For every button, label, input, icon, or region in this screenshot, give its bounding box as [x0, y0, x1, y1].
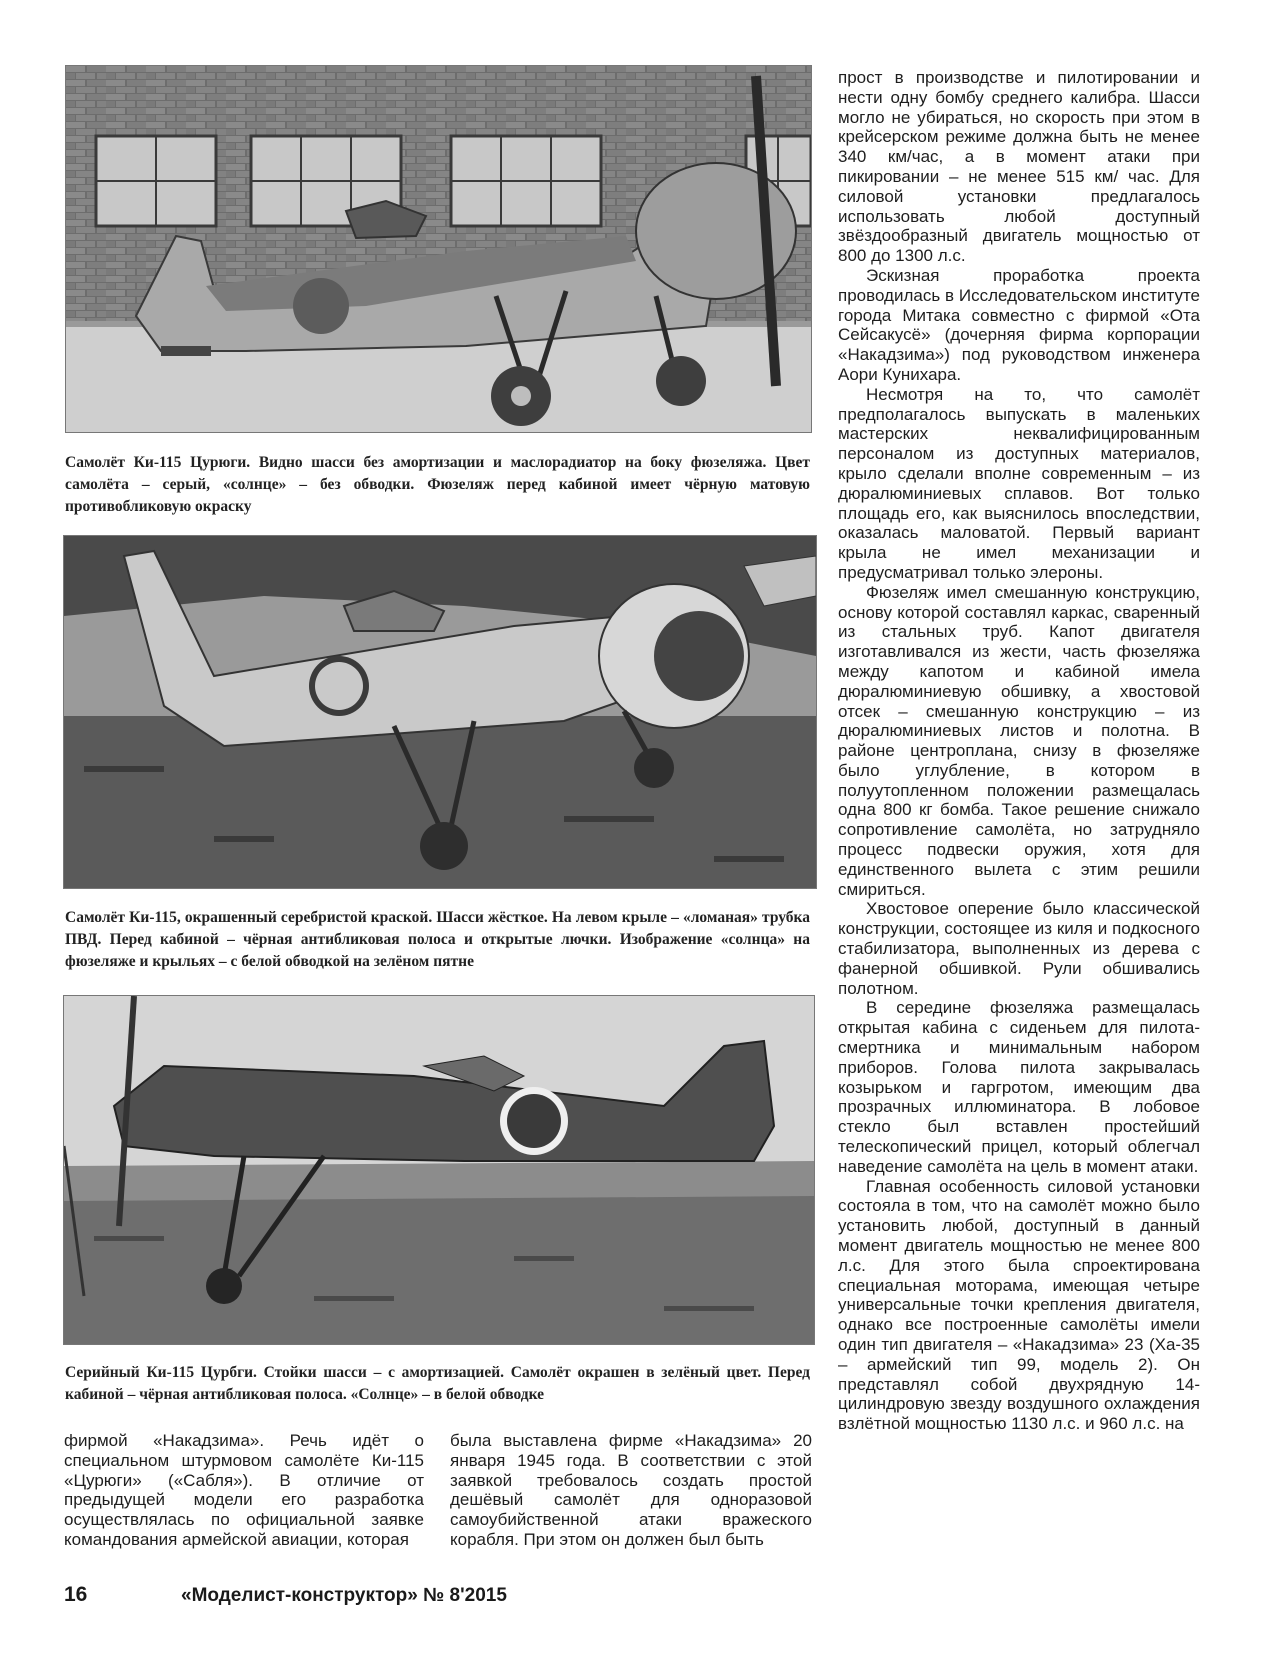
photo-ki115-green-caption: Серийный Ки-115 Цурбги. Стойки шасси – с амортизацией. Самолёт окрашен в зелёный цвет. Перед кабиной – чёрная антибликовая полоса. «Солнце» – в белой обводке — [65, 1364, 810, 1403]
right-text-column — [838, 68, 1200, 1434]
right-paragraph-3: Несмотря на то, что самолёт предполагалось выпускать в маленьких мастерских неквалифицированным персоналом из доступных материалов, крыло сделали вполне современным – из дюралюминиевых сплавов. Вот только площадь его, как выяснилось впоследствии, оказалась маловатой. Первый вариант крыла не имел механизации и предусматривал только элероны. — [838, 384, 1200, 582]
bottom-paragraph-1: фирмой «Накадзима». Речь идёт о специальном штурмовом самолёте Ки-115 «Цурюги» («Сабля»). В отличие от предыдущей модели его разработка осуществлялась по официальной заявке командования армейской авиации, которая — [64, 1431, 424, 1549]
photo-ki115-silver-caption: Самолёт Ки-115, окрашенный серебристой краской. Шасси жёсткое. На левом крыле – «ломаная» трубка ПВД. Перед кабиной – чёрная антибликовая полоса и открытые лючки. Изображение «солнца» на фюзеляже и крыльях – с белой обводкой на зелёном пятне — [65, 909, 810, 970]
photo-ki115-grey — [65, 65, 812, 433]
magazine-title: «Моделист-конструктор» № 8'2015 — [181, 1585, 507, 1606]
photo-ki115-silver — [63, 535, 817, 889]
bottom-text-col1 — [64, 1431, 424, 1550]
page-number: 16 — [64, 1583, 88, 1606]
bottom-paragraph-2: была выставлена фирме «Накадзима» 20 января 1945 года. В соответствии с этой заявкой требовалось создать простой дешёвый самолёт для одноразовой самоубийственной атаки вражеского корабля. При этом он должен был быть — [450, 1431, 812, 1549]
photo-ki115-green — [63, 995, 815, 1345]
right-paragraph-5: Хвостовое оперение было классической конструкции, состоящее из киля и подкосного стабилизатора, выполненных из дерева с фанерной обшивкой. Рули обшивались полотном. — [838, 899, 1200, 998]
right-paragraph-4: Фюзеляж имел смешанную конструкцию, основу которой составлял каркас, сваренный из стальных труб. Капот двигателя изготавливался из жести, часть фюзеляжа между капотом и кабиной имела дюралюминиевую обшивку, а хвостовой отсек – смешанную конструкцию – из дюралюминиевых листов и полотна. В районе центроплана, снизу в фюзеляже было углубление, в котором в полуутопленном положении размещалась одна 800 кг бомба. Такое решение снижало сопротивление самолёта, но затрудняло процесс подвески оружия, хотя для единственного вылета с этим решили смириться. — [838, 582, 1200, 899]
bottom-text-col2 — [450, 1431, 812, 1550]
right-paragraph-1: прост в производстве и пилотировании и нести одну бомбу среднего калибра. Шасси могло не убираться, но скорость при этом в крейсерском режиме должна быть не менее 340 км/час, а в момент атаки при пикировании – не менее 515 км/ час. Для силовой установки предлагалось использовать любой доступный звёздообразный двигатель мощностью от 800 до 1300 л.с. — [838, 68, 1200, 266]
right-paragraph-7: Главная особенность силовой установки состояла в том, что на самолёт можно было установить любой, доступный в данный момент двигатель мощностью не менее 800 л.с. Для этого была спроектирована специальная моторама, имеющая четыре универсальные точки крепления двигателя, однако все построенные самолёты имели один тип двигателя – «Накадзима» 23 (Ха-35 – армейский тип 99, модель 2). Он представлял собой двухрядную 14-цилиндровую звезду воздушного охлаждения взлётной мощностью 1130 л.с. и 960 л.с. на — [838, 1176, 1200, 1434]
photo-ki115-grey-caption: Самолёт Ки-115 Цурюги. Видно шасси без амортизации и маслорадиатор на боку фюзеляжа. Цвет самолёта – серый, «солнце» – без обводки. Фюзеляж перед кабиной имеет чёрную матовую противобликовую окраску — [65, 454, 810, 515]
right-paragraph-6: В середине фюзеляжа размещалась открытая кабина с сиденьем для пилота-смертника и минимальным набором приборов. Голова пилота закрывалась козырьком и гаргротом, имеющим два прозрачных иллюминатора. В лобовое стекло был вставлен простейший телескопический прицел, который облегчал наведение самолёта на цель в момент атаки. — [838, 998, 1200, 1176]
right-paragraph-2: Эскизная проработка проекта проводилась в Исследовательском институте города Митака совместно с фирмой «Ота Сейсакусё» (дочерняя фирма корпорации «Накадзима») под руководством инженера Аори Кунихара. — [838, 265, 1200, 384]
